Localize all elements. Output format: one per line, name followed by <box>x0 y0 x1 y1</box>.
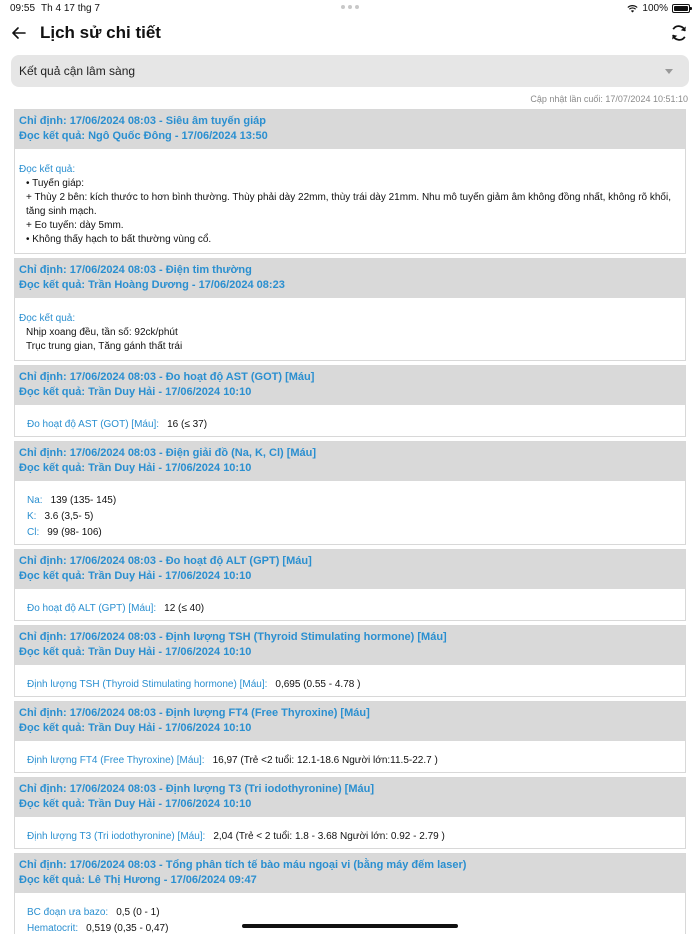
result-key: Định lượng T3 (Tri iodothyronine) [Máu]: <box>27 831 206 842</box>
card-body <box>15 741 685 772</box>
reader-line: Đọc kết quả: Trần Duy Hải - 17/06/2024 10:10 <box>19 798 252 810</box>
reader-line: Đọc kết quả: Trần Duy Hải - 17/06/2024 10:10 <box>19 570 252 582</box>
card-body <box>15 405 685 436</box>
result-value: 12 (≤ 40) <box>164 603 205 614</box>
result-key: Cl: <box>27 527 40 538</box>
result-row <box>19 525 681 541</box>
result-key: Đo hoạt độ AST (GOT) [Máu]: <box>27 419 160 430</box>
result-row <box>19 601 681 617</box>
card-body <box>15 481 685 544</box>
back-button[interactable] <box>10 24 28 42</box>
result-value: 99 (98- 106) <box>47 527 102 538</box>
order-line: Chỉ định: 17/06/2024 08:03 - Đo hoạt độ ALT (GPT) [Máu] <box>19 555 312 567</box>
result-row <box>19 905 681 921</box>
card-header <box>15 442 685 481</box>
order-line: Chỉ định: 17/06/2024 08:03 - Tổng phân tích tế bào máu ngoại vi (bằng máy đếm laser) <box>19 859 467 871</box>
order-line: Chỉ định: 17/06/2024 08:03 - Đo hoạt độ AST (GOT) [Máu] <box>19 371 315 383</box>
battery-icon <box>672 4 690 13</box>
card-body <box>15 665 685 696</box>
result-row <box>19 829 681 845</box>
result-row <box>19 417 681 433</box>
result-card[interactable] <box>14 258 686 361</box>
result-row <box>19 493 681 509</box>
reader-line: Đọc kết quả: Trần Duy Hải - 17/06/2024 10:10 <box>19 462 252 474</box>
result-card[interactable] <box>14 365 686 437</box>
multitask-dots[interactable] <box>341 5 359 9</box>
order-line: Chỉ định: 17/06/2024 08:03 - Định lượng T3 (Tri iodothyronine) [Máu] <box>19 783 374 795</box>
refresh-button[interactable] <box>668 22 690 44</box>
wifi-icon <box>627 4 638 13</box>
status-time: 09:55 <box>10 2 36 14</box>
result-label: Đọc kết quả: <box>19 313 76 324</box>
result-key: Hematocrit: <box>27 923 79 934</box>
result-value: 0,5 (0 - 1) <box>116 907 160 918</box>
result-key: K: <box>27 511 37 522</box>
result-key: Định lượng FT4 (Free Thyroxine) [Máu]: <box>27 755 205 766</box>
order-line: Chỉ định: 17/06/2024 08:03 - Siêu âm tuyến giáp <box>19 115 266 127</box>
result-value: 2,04 (Trẻ < 2 tuổi: 1.8 - 3.68 Người lớn: 0.92 - 2.79 ) <box>213 831 445 842</box>
card-header <box>15 626 685 665</box>
order-line: Chỉ định: 17/06/2024 08:03 - Định lượng TSH (Thyroid Stimulating hormone) [Máu] <box>19 631 447 643</box>
order-line: Chỉ định: 17/06/2024 08:03 - Định lượng FT4 (Free Thyroxine) [Máu] <box>19 707 370 719</box>
result-line: + Eo tuyến: dày 5mm. <box>26 220 124 231</box>
result-card[interactable] <box>14 625 686 697</box>
category-dropdown[interactable] <box>11 55 689 87</box>
card-header <box>15 366 685 405</box>
result-card[interactable] <box>14 777 686 849</box>
result-key: Đo hoạt độ ALT (GPT) [Máu]: <box>27 603 157 614</box>
reader-line: Đọc kết quả: Trần Hoàng Dương - 17/06/2024 08:23 <box>19 279 285 291</box>
result-line: Nhịp xoang đều, tần số: 92ck/phút <box>26 327 178 338</box>
reader-line: Đọc kết quả: Ngô Quốc Đông - 17/06/2024 13:50 <box>19 130 268 142</box>
result-key: Định lượng TSH (Thyroid Stimulating hormone) [Máu]: <box>27 679 268 690</box>
result-value: 0,695 (0.55 - 4.78 ) <box>275 679 361 690</box>
reader-line: Đọc kết quả: Trần Duy Hải - 17/06/2024 10:10 <box>19 386 252 398</box>
status-bar <box>0 0 700 16</box>
card-header <box>15 110 685 149</box>
result-row <box>19 509 681 525</box>
card-header <box>15 778 685 817</box>
arrow-left-icon <box>12 27 26 39</box>
battery-percent: 100% <box>642 2 668 14</box>
result-value: 16,97 (Trẻ <2 tuổi: 12.1-18.6 Người lớn:11.5-22.7 ) <box>212 755 438 766</box>
order-line: Chỉ định: 17/06/2024 08:03 - Điện tim thường <box>19 264 252 276</box>
result-card[interactable] <box>14 701 686 773</box>
last-updated: Cập nhật lần cuối: 17/07/2024 10:51:10 <box>530 94 688 104</box>
card-header <box>15 702 685 741</box>
result-key: Na: <box>27 495 43 506</box>
result-card[interactable] <box>14 853 686 934</box>
result-line: + Thùy 2 bên: kích thước to hơn bình thường. Thùy phải dày 22mm, thùy trái dày 21mm. Nhu mô tuyến giảm âm không đồng nhất, không rõ khối, tăng sinh mạch. <box>26 192 671 217</box>
card-body <box>15 298 685 360</box>
page-title: Lịch sử chi tiết <box>40 23 161 42</box>
result-card[interactable] <box>14 109 686 254</box>
result-card[interactable] <box>14 441 686 545</box>
status-date: Th 4 17 thg 7 <box>41 2 100 14</box>
card-body <box>15 817 685 848</box>
result-label: Đọc kết quả: <box>19 164 76 175</box>
result-value: 3.6 (3,5- 5) <box>44 511 94 522</box>
results-list <box>0 109 700 934</box>
chevron-down-icon <box>665 69 673 74</box>
card-header <box>15 259 685 298</box>
result-value: 16 (≤ 37) <box>167 419 208 430</box>
reader-line: Đọc kết quả: Trần Duy Hải - 17/06/2024 10:10 <box>19 722 252 734</box>
card-body <box>15 149 685 253</box>
card-header <box>15 550 685 589</box>
result-key: BC đoạn ưa bazo: <box>27 907 109 918</box>
result-line: • Không thấy hạch to bất thường vùng cổ. <box>26 234 212 245</box>
result-row <box>19 753 681 769</box>
card-header <box>15 854 685 893</box>
header <box>0 16 700 50</box>
reader-line: Đọc kết quả: Lê Thị Hương - 17/06/2024 09:47 <box>19 874 257 886</box>
result-card[interactable] <box>14 549 686 621</box>
result-line: Trục trung gian, Tăng gánh thất trái <box>26 341 183 352</box>
result-line: • Tuyến giáp: <box>26 178 84 189</box>
reader-line: Đọc kết quả: Trần Duy Hải - 17/06/2024 10:10 <box>19 646 252 658</box>
dropdown-selected: Kết quả cận lâm sàng <box>19 64 136 78</box>
order-line: Chỉ định: 17/06/2024 08:03 - Điện giải đồ (Na, K, Cl) [Máu] <box>19 447 317 459</box>
refresh-icon <box>670 24 688 42</box>
result-value: 0,519 (0,35 - 0,47) <box>86 923 169 934</box>
result-row <box>19 677 681 693</box>
result-value: 139 (135- 145) <box>50 495 117 506</box>
card-body <box>15 589 685 620</box>
home-indicator[interactable] <box>242 924 458 928</box>
